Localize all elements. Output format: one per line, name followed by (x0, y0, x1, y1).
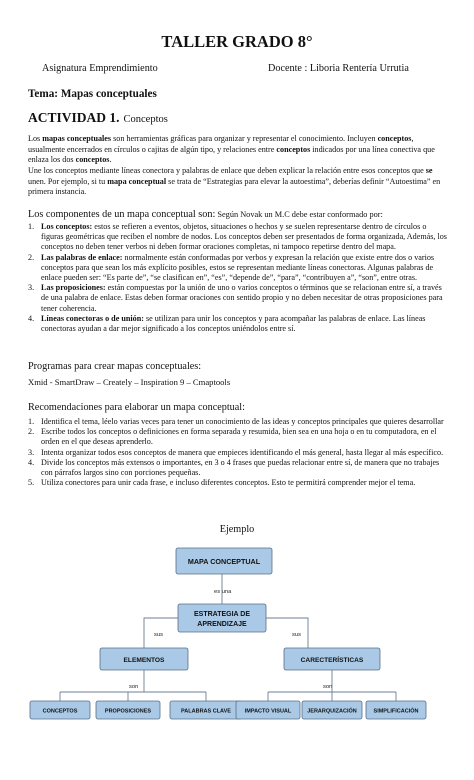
node-root (176, 548, 272, 574)
intro-paragraph-2: Une los conceptos mediante líneas conectora y palabras de enlace que deben explicar la relación entre esos conceptos que se unen. Por ejemplo, si tu mapa conceptual se trata de “Estrategias para elevar la autoestima”, deberías definir “Autoestima” en primera instancia. (28, 166, 441, 196)
link-label-sus-right: sus (292, 632, 302, 638)
link-label-son-right: son (323, 684, 333, 690)
teacher-label: Docente : Liboria Rentería Urrutia (268, 63, 409, 74)
list-item: 1. Identifica el tema, léelo varias veces para tener un conocimiento de las ideas y conceptos principales que quieres desarrollar (28, 417, 444, 426)
document-title: TALLER GRADO 8° (161, 32, 313, 51)
list-item: 3. Las proposiciones: están compuestas por la unión de uno o varios conceptos o términos que se relacionan entre sí, a través de una palabra de enlace. Estas deben formar oraciones con sentido propio y no deben necesitar de otras proposiciones para tener coherencia. (28, 283, 443, 313)
recommendations-heading: Recomendaciones para elaborar un mapa conceptual: (28, 402, 245, 413)
node-characteristics (284, 648, 380, 670)
leaf-label: IMPACTO VISUAL (244, 708, 292, 715)
activity-label: ACTIVIDAD 1. (28, 110, 120, 125)
node-strategy-label-1: ESTRATEGIA DE (193, 611, 251, 618)
leaf-label: PALABRAS CLAVE (181, 708, 231, 715)
leaf-label: CONCEPTOS (42, 708, 78, 715)
node-leaf-proposiciones (96, 701, 160, 719)
node-elements-label: ELEMENTOS (123, 657, 165, 664)
list-item: 2. Escribe todos los conceptos o definiciones en forma separada y resumida, bien sea en una hoja o en tu computadora, en el orden en el que deseas aprenderlo. (28, 427, 437, 447)
intro-paragraph-1: Los mapas conceptuales son herramientas gráficas para organizar y representar el conocimiento. Incluyen conceptos, usualmente encerrados en círculos o cajitas de algún tipo, y relaciones entre conceptos indicados por una línea conectiva que enlaza los dos conceptos. (28, 134, 435, 164)
list-item: 5. Utiliza conectores para unir cada frase, e incluso diferentes conceptos. Esto te permitirá comprender mejor el tema. (28, 478, 416, 488)
node-characteristics-label: CARECTERÍSTICAS (300, 657, 364, 664)
programs-list: Xmid - SmartDraw – Creately – Inspiration 9 – Cmaptools (28, 377, 231, 387)
node-leaf-simplificacion (366, 701, 426, 719)
list-item: 2. Las palabras de enlace: normalmente están conformadas por verbos y expresan la relación que existe entre dos o varios conceptos para que sean los más explícito posibles, estos se representan mediante líneas conectoras. Algunas palabras de enlace pueden ser: “Es parte de”, “se clasifican en”, “es”, “depende de”, “para”, “contribuyen a”, “son”, entre otras. (28, 252, 435, 283)
topic-heading: Tema: Mapas conceptuales (28, 88, 157, 100)
link-label-es-una: es una (214, 589, 232, 595)
link-label-son-left: son (129, 684, 139, 690)
example-heading: Ejemplo (219, 524, 255, 535)
leaf-label: JERARQUIZACIÓN (307, 708, 357, 715)
activity-topic: Conceptos (123, 114, 168, 125)
list-item: 4. Divide los conceptos más extensos o importantes, en 3 o 4 frases que puedas relacionar entre sí, de manera que no trabajes con párrafos largos sino con porciones pequeñas. (28, 457, 440, 478)
list-item: 3. Intenta organizar todos esos conceptos de manera que empieces identificando el más general, hasta llegar al más específico. (28, 447, 444, 457)
components-heading: Los componentes de un mapa conceptual son: Según Novak un M.C debe estar conformado por: (28, 209, 383, 220)
programs-heading: Programas para crear mapas conceptuales: (28, 361, 202, 372)
node-elements (100, 648, 188, 670)
leaf-label: SIMPLIFICACIÓN (373, 708, 419, 715)
node-leaf-conceptos (30, 701, 90, 719)
subject-label: Asignatura Emprendimiento (42, 63, 158, 74)
list-item: 1. Los conceptos: estos se refieren a eventos, objetos, situaciones o hechos y se suelen representarse dentro de círculos o figuras geométricas que reciben el nombre de nodos. Los conceptos deben ser presentados de forma organizada, Además, los conceptos no deben tener verbos ni deben formar oraciones completas, ni tampoco repetirse dentro del mapa. (28, 222, 447, 252)
list-item: 4. Líneas conectoras o de unión: se utilizan para unir los conceptos y para acompañar las palabras de enlace. Las líneas conectoras ayudan a dar mejor significado a los conceptos uniéndolos entre sí. (28, 313, 426, 334)
leaf-label: PROPOSICIONES (104, 708, 152, 715)
node-leaf-palabras-clave (170, 701, 242, 719)
components-heading-note: Según Novak un M.C debe estar conformado por: (215, 210, 383, 219)
node-strategy-label-2: APRENDIZAJE (197, 621, 247, 628)
node-leaf-impacto-visual (236, 701, 300, 719)
link-label-sus-left: sus (154, 632, 164, 638)
connector-strategy-characteristics (264, 618, 308, 648)
node-root-label: MAPA CONCEPTUAL (187, 557, 261, 566)
node-leaf-jerarquizacion (302, 701, 362, 719)
node-strategy (178, 604, 266, 632)
